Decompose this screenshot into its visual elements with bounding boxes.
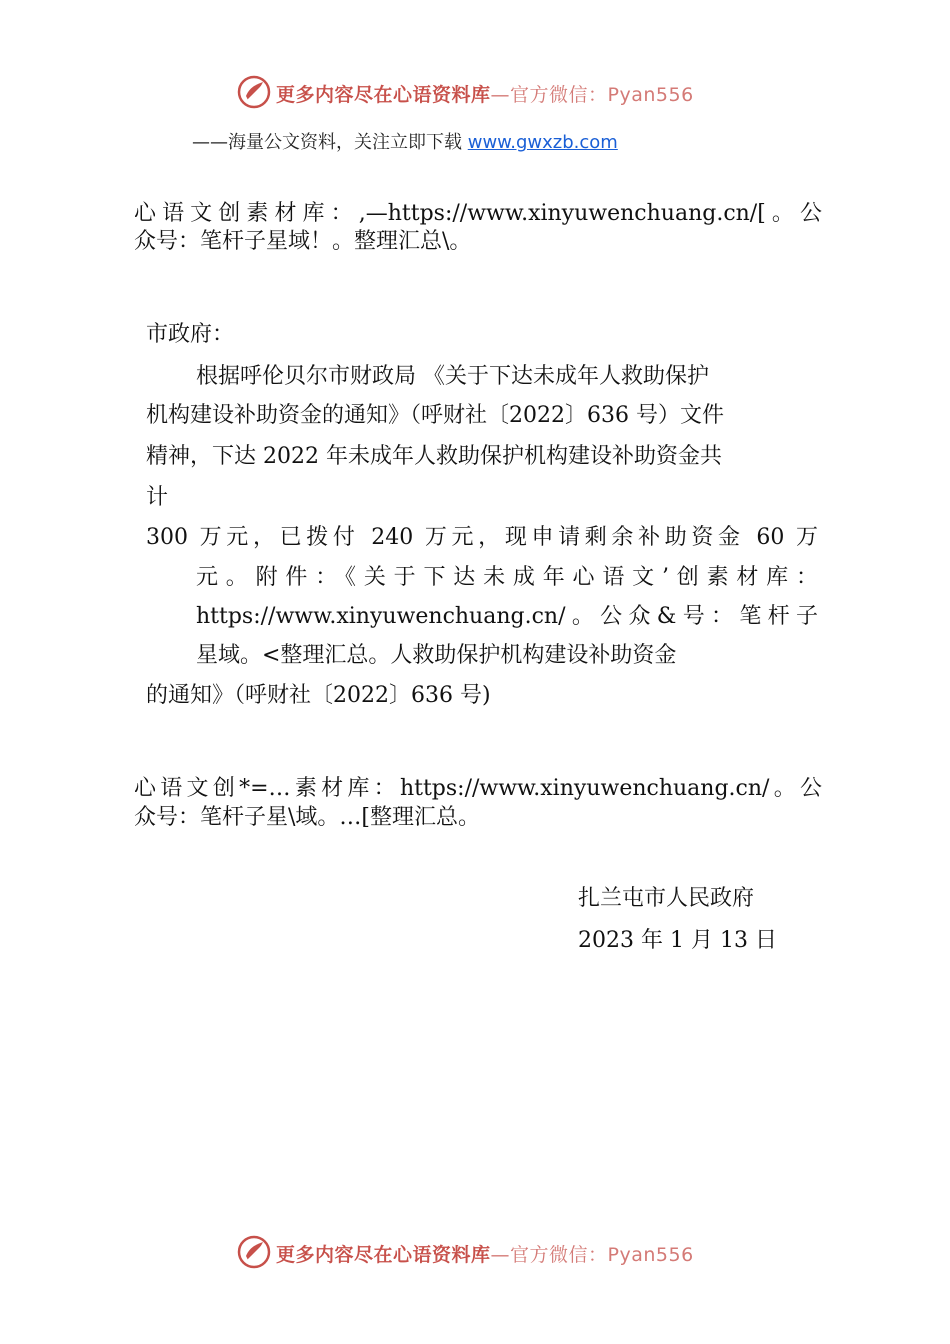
brand-logo-icon: [236, 74, 272, 110]
subline-prefix: ——海量公文资料，关注立即下载: [192, 132, 468, 153]
watermark-top-line-1: 心语文创素材库：,—https://www.xinyuwenchuang.cn/[。公: [134, 201, 822, 226]
salutation: 市政府：: [146, 322, 235, 347]
banner-dash: —: [490, 1244, 511, 1266]
banner-main-text: 更多内容尽在心语资料库: [276, 84, 491, 106]
signature-org: 扎兰屯市人民政府: [578, 886, 755, 911]
banner-wechat-text: 官方微信：Pyan556: [510, 84, 694, 106]
footer-banner: [0, 1230, 950, 1274]
banner-dash: —: [490, 84, 511, 106]
body-line-4: 计: [146, 485, 169, 510]
signature-date: 2023 年 1 月 13 日: [578, 928, 777, 953]
banner-wechat-text: 官方微信：Pyan556: [510, 1244, 694, 1266]
banner-main-text: 更多内容尽在心语资料库: [276, 1244, 491, 1266]
watermark-top-line-2: 众号：笔杆子星域！。整理汇总\。: [134, 229, 472, 254]
body-line-2: 机构建设补助资金的通知》（呼财社〔2022〕636 号）文件: [146, 403, 724, 428]
body-line-7: https://www.xinyuwenchuang.cn/。公众&号：笔杆子: [196, 604, 818, 629]
brand-logo-icon: [236, 1234, 272, 1270]
body-line-3: 精神，下达 2022 年未成年人救助保护机构建设补助资金共: [146, 444, 722, 469]
watermark-mid-line-2: 众号：笔杆子星\域。…[整理汇总。: [134, 805, 480, 830]
download-link[interactable]: www.gwxzb.com: [467, 132, 618, 153]
body-line-9: 的通知》（呼财社〔2022〕636 号): [146, 683, 491, 708]
banner-text: [276, 80, 694, 107]
body-line-5: 300 万元，已拨付 240 万元，现申请剩余补助资金 60 万: [146, 525, 818, 550]
header-banner: [0, 70, 950, 114]
body-line-1: 根据呼伦贝尔市财政局 《关于下达未成年人救助保护: [196, 364, 709, 389]
body-line-6: 元。附件：《关于下达未成年心语文’创素材库：: [196, 565, 818, 590]
watermark-mid-line-1: 心语文创*=…素材库：https://www.xinyuwenchuang.cn/。公: [134, 776, 822, 801]
download-subline: [192, 128, 618, 154]
banner-text: [276, 1240, 694, 1267]
body-line-8: 星域。<整理汇总。人救助保护机构建设补助资金: [196, 643, 677, 668]
